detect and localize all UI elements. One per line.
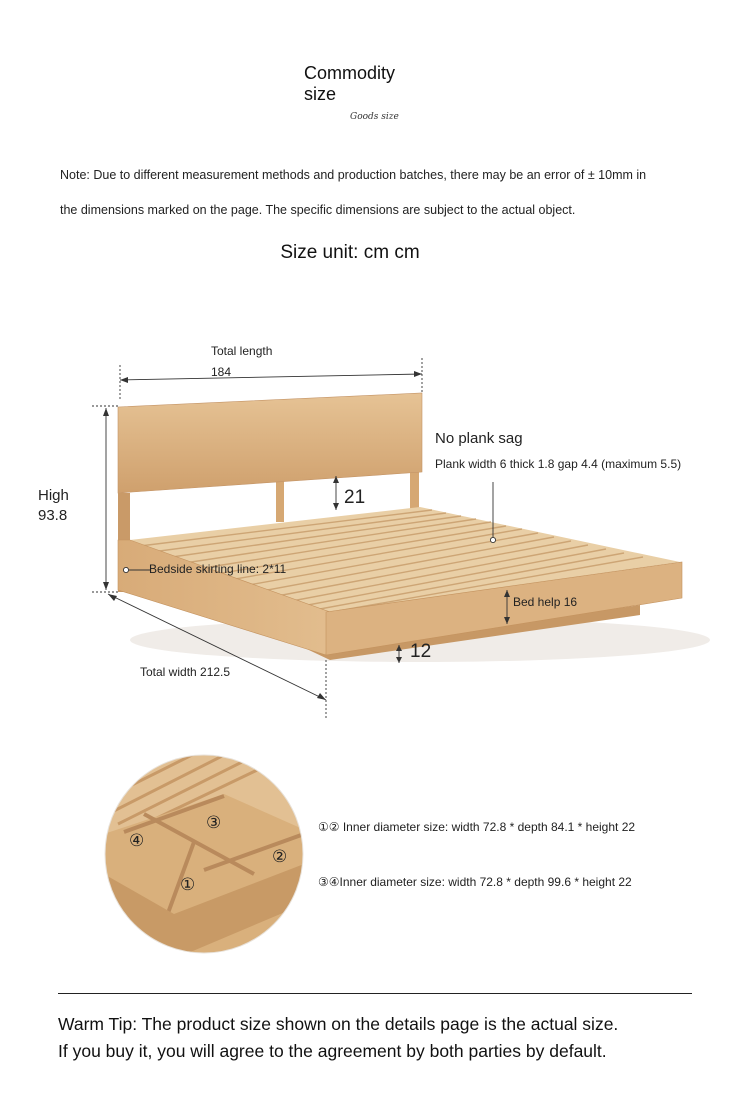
headboard-post-right — [410, 470, 419, 510]
warm-tip-line-1: Warm Tip: The product size shown on the details page is the actual size. — [58, 1014, 619, 1034]
total-width-label: Total width 212.5 — [140, 665, 231, 679]
page-subtitle: Goods size — [350, 112, 399, 122]
headboard — [118, 393, 422, 493]
total-length-value: 184 — [211, 365, 232, 379]
arrow-head — [333, 503, 339, 510]
arrow-head — [120, 377, 128, 383]
high-label: High — [38, 487, 69, 504]
bottom-clearance-value: 12 — [410, 641, 432, 662]
arrow-head — [414, 371, 422, 377]
arrow-head — [103, 582, 109, 590]
title-line-1: Commodity — [304, 63, 396, 83]
headboard-post-left — [276, 480, 284, 522]
page-title — [304, 63, 395, 105]
skirting-pointer-dot — [123, 567, 128, 572]
bed-diagram — [0, 330, 750, 730]
compartment-spec-1-2: ①② Inner diameter size: width 72.8 * depth 84.1 * height 22 — [318, 820, 636, 834]
plank-pointer-dot — [490, 537, 495, 542]
compartment-3-label: ③ — [206, 813, 222, 832]
title-line-2: size — [304, 84, 337, 104]
arrow-head — [103, 408, 109, 416]
plank-spec-label: Plank width 6 thick 1.8 gap 4.4 (maximum 5.5) — [435, 457, 682, 471]
compartment-4-label: ④ — [129, 831, 145, 850]
compartment-spec-3-4: ③④Inner diameter size: width 72.8 * depth 99.6 * height 22 — [318, 875, 632, 889]
note-line-1: Note: Due to different measurement methods and production batches, there may be an error of ± 10mm in — [60, 168, 647, 182]
total-length-label: Total length — [211, 344, 273, 358]
note-line-2: the dimensions marked on the page. The specific dimensions are subject to the actual object. — [60, 203, 576, 217]
compartment-2-label: ② — [272, 847, 288, 866]
bed-help-label: Bed help 16 — [513, 595, 578, 609]
no-plank-sag-label: No plank sag — [435, 430, 523, 447]
arrow-head — [317, 693, 326, 700]
bedside-skirting-label: Bedside skirting line: 2*11 — [149, 562, 287, 576]
arrow-head — [108, 594, 117, 601]
size-unit: Size unit: cm cm — [280, 242, 420, 263]
headboard-gap-value: 21 — [344, 487, 366, 508]
high-value: 93.8 — [38, 507, 68, 524]
warm-tip-line-2: If you buy it, you will agree to the agreement by both parties by default. — [58, 1041, 607, 1061]
compartment-1-label: ① — [180, 875, 196, 894]
length-dimension-line — [120, 374, 422, 380]
section-divider — [58, 993, 692, 994]
